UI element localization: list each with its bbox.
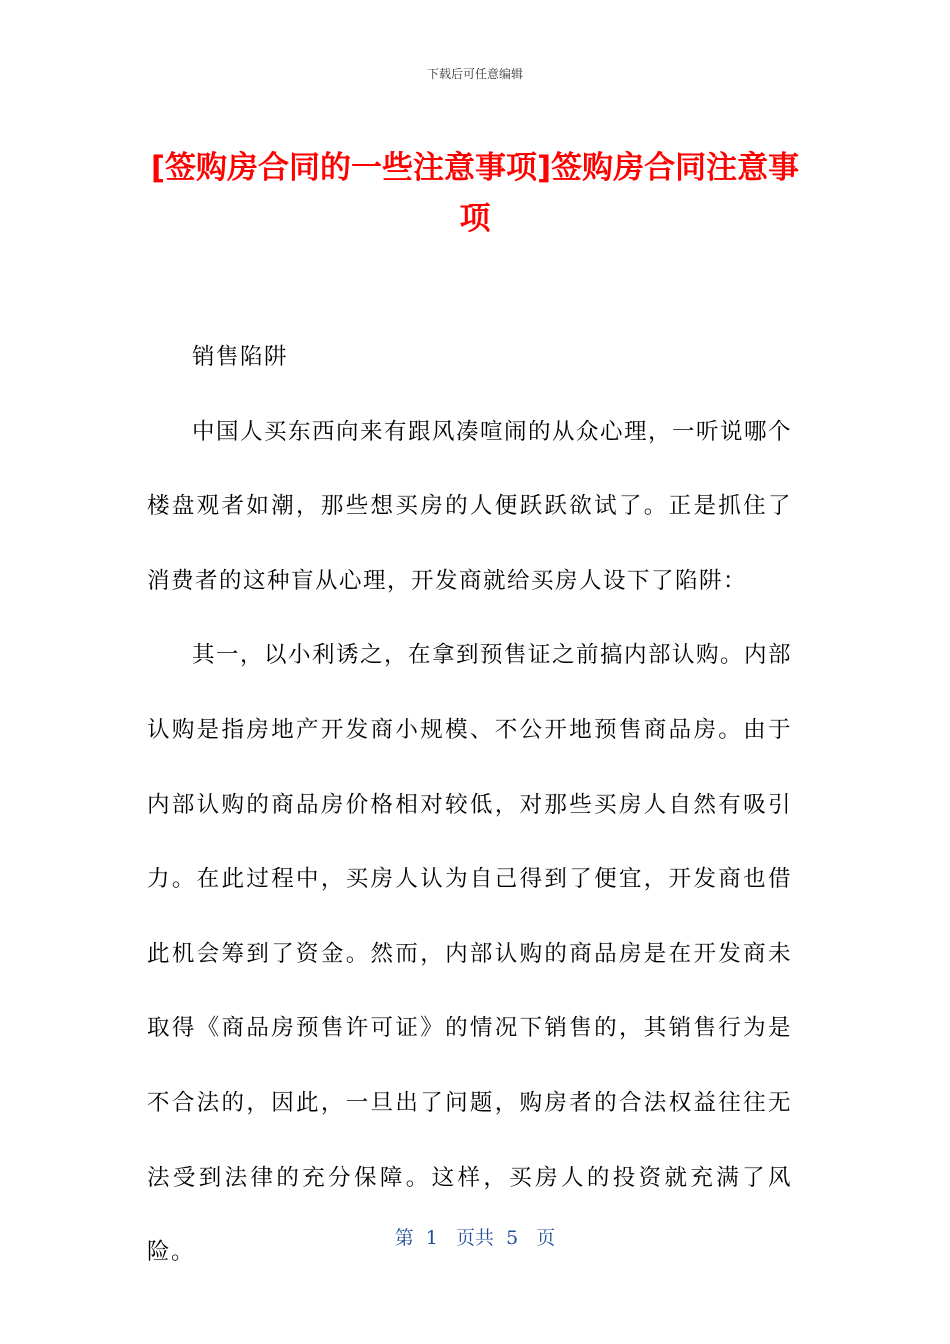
document-body — [147, 320, 792, 1290]
section-heading: 销售陷阱 — [192, 344, 289, 370]
document-title: [签购房合同的一些注意事项]签购房合同注意事项 — [150, 150, 800, 237]
body-paragraph: 其一，以小利诱之，在拿到预售证之前搞内部认购。内部认购是指房地产开发商小规模、不公开地预售商品房。由于内部认购的商品房价格相对较低，对那些买房人自然有吸引力。在此过程中，买房人认为自己得到了便宜，开发商也借此机会筹到了资金。然而，内部认购的商品房是在开发商未取得《商品房预售许可证》的情况下销售的，其销售行为是不合法的，因此，一旦出了问题，购房者的合法权益往往无法受到法律的充分保障。这样，买房人的投资就充满了风险。 — [147, 642, 793, 1266]
body-paragraph: 中国人买东西向来有跟风凑喧闹的从众心理，一听说哪个楼盘观者如潮，那些想买房的人便跃跃欲试了。正是抓住了消费者的这种盲从心理，开发商就给买房人设下了陷阱： — [147, 418, 793, 594]
page-number-footer: 第 1 页共 5 页 — [394, 1227, 556, 1249]
page-header: 下载后可任意编辑 — [426, 67, 523, 81]
